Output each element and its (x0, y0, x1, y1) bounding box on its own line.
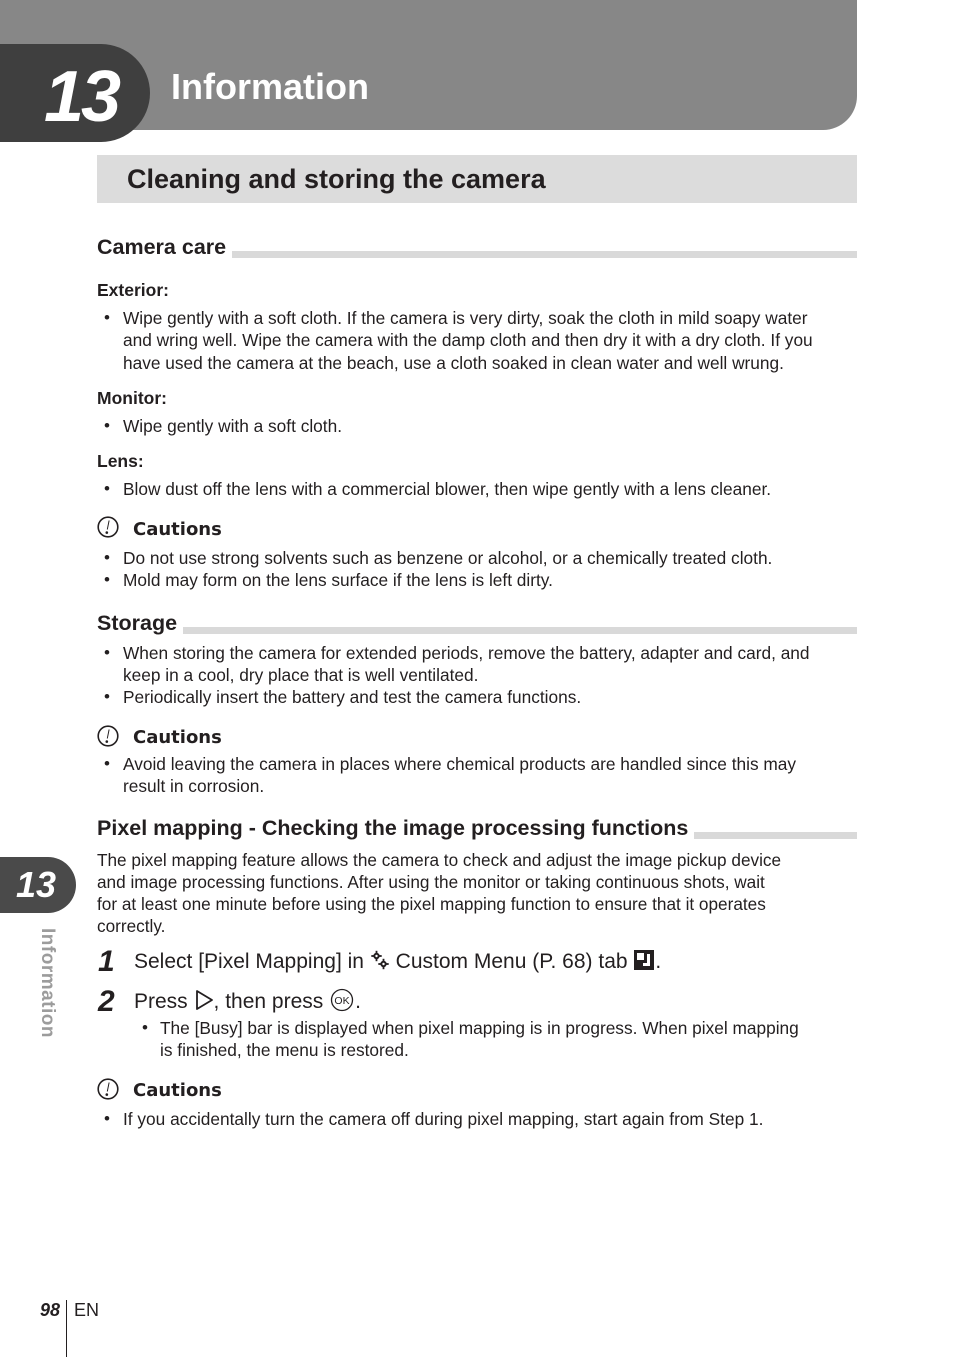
caution-icon (97, 516, 119, 538)
pixel-mapping-intro-line-4: correctly. (97, 916, 166, 936)
step-1-text-b: Custom Menu (P. 68) tab (395, 950, 628, 973)
step-1-number: 1 (98, 945, 115, 978)
step-2-text-a: Press (134, 990, 188, 1013)
cautions-label: Cautions (133, 519, 222, 540)
lens-label: Lens: (97, 451, 144, 471)
subheading-camera-care: Camera care (97, 234, 232, 260)
step-1-text-a: Select [Pixel Mapping] in (134, 950, 364, 973)
pixel-mapping-caution: If you accidentally turn the camera off during pixel mapping, start again from Step 1. (123, 1109, 764, 1129)
side-chapter-number: 13 (16, 864, 57, 905)
section-title: Cleaning and storing the camera (127, 164, 546, 194)
step-1-end: . (655, 950, 662, 973)
pixel-mapping-intro-line-1: The pixel mapping feature allows the camera to check and adjust the image pickup device (97, 850, 782, 870)
subheading-storage: Storage (97, 610, 183, 636)
chapter-title: Information (171, 66, 369, 107)
exterior-item-line-2: and wring well. Wipe the camera with the damp cloth and then dry it with a dry cloth. If you (123, 330, 813, 350)
exterior-item-line-3: have used the camera at the beach, use a cloth soaked in clean water and well wrung. (123, 353, 784, 373)
exterior-item-line-1: Wipe gently with a soft cloth. If the camera is very dirty, soak the cloth in mild soapy water (123, 308, 808, 328)
svg-text:OK: OK (334, 995, 350, 1007)
cautions-label: Cautions (133, 1080, 222, 1101)
storage-item-line-1: When storing the camera for extended periods, remove the battery, adapter and card, and (123, 643, 810, 663)
page-number: 98 (40, 1300, 61, 1320)
monitor-label: Monitor: (97, 388, 167, 408)
caution-item: Do not use strong solvents such as benzene or alcohol, or a chemically treated cloth. (123, 548, 773, 568)
caution-icon (97, 1078, 119, 1100)
storage-caution-line-2: result in corrosion. (123, 776, 265, 796)
caution-item: Mold may form on the lens surface if the lens is left dirty. (123, 570, 553, 590)
bullet: • (142, 1018, 148, 1037)
monitor-item: Wipe gently with a soft cloth. (123, 416, 342, 436)
step-2-note-line-1: The [Busy] bar is displayed when pixel mapping is in progress. When pixel mapping (160, 1018, 799, 1038)
chapter-number: 13 (44, 57, 119, 137)
ok-button-icon (329, 988, 355, 1012)
bullet: • (104, 643, 110, 662)
right-arrow-button-icon (194, 989, 214, 1011)
bullet: • (104, 548, 110, 567)
step-1-text (134, 949, 661, 975)
storage-caution-line-1: Avoid leaving the camera in places where chemical products are handled since this may (123, 754, 797, 774)
step-2-text (134, 988, 361, 1015)
subheading-rule (97, 627, 857, 634)
bullet: • (104, 479, 110, 498)
subheading-pixel-mapping: Pixel mapping - Checking the image processing functions (97, 815, 694, 841)
exterior-label: Exterior: (97, 280, 169, 300)
page-language: EN (74, 1300, 100, 1320)
step-2-text-b: , then press (213, 990, 324, 1013)
lens-item: Blow dust off the lens with a commercial blower, then wipe gently with a lens cleaner. (123, 479, 772, 499)
side-chapter-label-text: Information (37, 928, 58, 1038)
bullet: • (104, 570, 110, 589)
custom-menu-gear-icon (370, 949, 390, 971)
side-chapter-label (24, 928, 58, 1048)
step-2-end: . (355, 990, 361, 1013)
bullet: • (104, 1109, 110, 1128)
step-2-number: 2 (98, 985, 115, 1018)
bullet: • (104, 754, 110, 773)
storage-item: Periodically insert the battery and test the camera functions. (123, 687, 582, 707)
pixel-mapping-intro-line-3: for at least one minute before using the pixel mapping function to ensure that it operates (97, 894, 766, 914)
storage-item-line-2: keep in a cool, dry place that is well ventilated. (123, 665, 479, 685)
cautions-label: Cautions (133, 727, 222, 748)
step-2-note-line-2: is finished, the menu is restored. (160, 1040, 409, 1060)
bullet: • (104, 308, 110, 327)
pixel-mapping-intro-line-2: and image processing functions. After using the monitor or taking continuous shots, wait (97, 872, 765, 892)
bullet: • (104, 416, 110, 435)
bullet: • (104, 687, 110, 706)
caution-icon (97, 725, 119, 747)
footer-divider (66, 1300, 67, 1357)
custom-menu-tab-icon (633, 949, 655, 971)
